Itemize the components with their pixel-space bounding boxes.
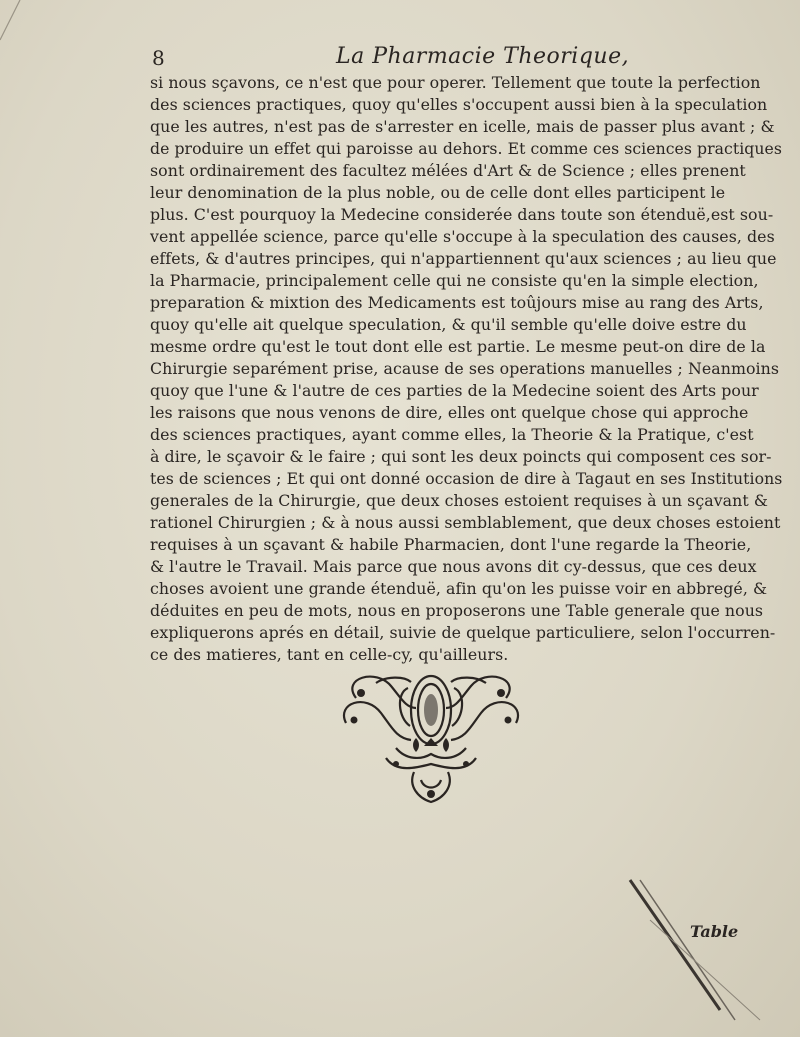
text-line: des sciences practiques, ayant comme elles, la Theorie & la Pratique, c'est <box>150 425 754 444</box>
text-line: plus. C'est pourquoy la Medecine considerée dans toute son étenduë,est sou- <box>150 205 774 224</box>
text-line: preparation & mixtion des Medicaments est toûjours mise au rang des Arts, <box>150 293 764 312</box>
text-line: choses avoient une grande étenduë, afin qu'on les puisse voir en abbregé, & <box>150 579 768 598</box>
text-line: les raisons que nous venons de dire, elles ont quelque chose qui approche <box>150 403 749 422</box>
text-line: & l'autre le Travail. Mais parce que nous avons dit cy-dessus, que ces deux <box>150 557 757 576</box>
text-line: leur denomination de la plus noble, ou de celle dont elles participent le <box>150 183 726 202</box>
text-line: de produire un effet qui paroisse au dehors. Et comme ces sciences practiques <box>150 139 782 158</box>
text-line: vent appellée science, parce qu'elle s'occupe à la speculation des causes, des <box>150 227 775 246</box>
text-line: sont ordinairement des facultez mélées d'Art & de Science ; elles prenent <box>150 161 746 180</box>
text-line: des sciences practiques, quoy qu'elles s'occupent aussi bien à la speculation <box>150 95 768 114</box>
text-line: requises à un sçavant & habile Pharmacien, dont l'une regarde la Theorie, <box>150 535 752 554</box>
text-line: effets, & d'autres principes, qui n'appartiennent qu'aux sciences ; au lieu que <box>150 249 777 268</box>
text-line: quoy que l'une & l'autre de ces parties de la Medecine soient des Arts pour <box>150 381 759 400</box>
text-line: la Pharmacie, principalement celle qui ne consiste qu'en la simple election, <box>150 271 759 290</box>
running-title: La Pharmacie Theorique, <box>336 44 630 69</box>
cul-de-lampe-ornament-icon <box>336 668 526 808</box>
text-line: generales de la Chirurgie, que deux choses estoient requises à un sçavant & <box>150 491 768 510</box>
text-line: tes de sciences ; Et qui ont donné occasion de dire à Tagaut en ses Institutions <box>150 469 783 488</box>
catchword: Table <box>690 922 739 941</box>
text-line: que les autres, n'est pas de s'arrester en icelle, mais de passer plus avant ; & <box>150 117 775 136</box>
page-header <box>146 42 666 74</box>
text-line: rationel Chirurgien ; & à nous aussi semblablement, que deux choses estoient <box>150 513 781 532</box>
page-number: 8 <box>152 46 165 70</box>
text-line: ce des matieres, tant en celle-cy, qu'ailleurs. <box>150 645 509 664</box>
text-line: déduites en peu de mots, nous en proposerons une Table generale que nous <box>150 601 764 620</box>
text-line: à dire, le sçavoir & le faire ; qui sont les deux poincts qui composent ces sor- <box>150 447 772 466</box>
text-line: expliquerons aprés en détail, suivie de quelque particuliere, selon l'occurren- <box>150 623 776 642</box>
text-line: Chirurgie separément prise, acause de ses operations manuelles ; Neanmoins <box>150 359 780 378</box>
text-line: mesme ordre qu'est le tout dont elle est partie. Le mesme peut-on dire de la <box>150 337 766 356</box>
body-text <box>150 72 790 666</box>
text-line: quoy qu'elle ait quelque speculation, & qu'il semble qu'elle doive estre du <box>150 315 747 334</box>
text-line: si nous sçavons, ce n'est que pour operer. Tellement que toute la perfection <box>150 73 761 92</box>
